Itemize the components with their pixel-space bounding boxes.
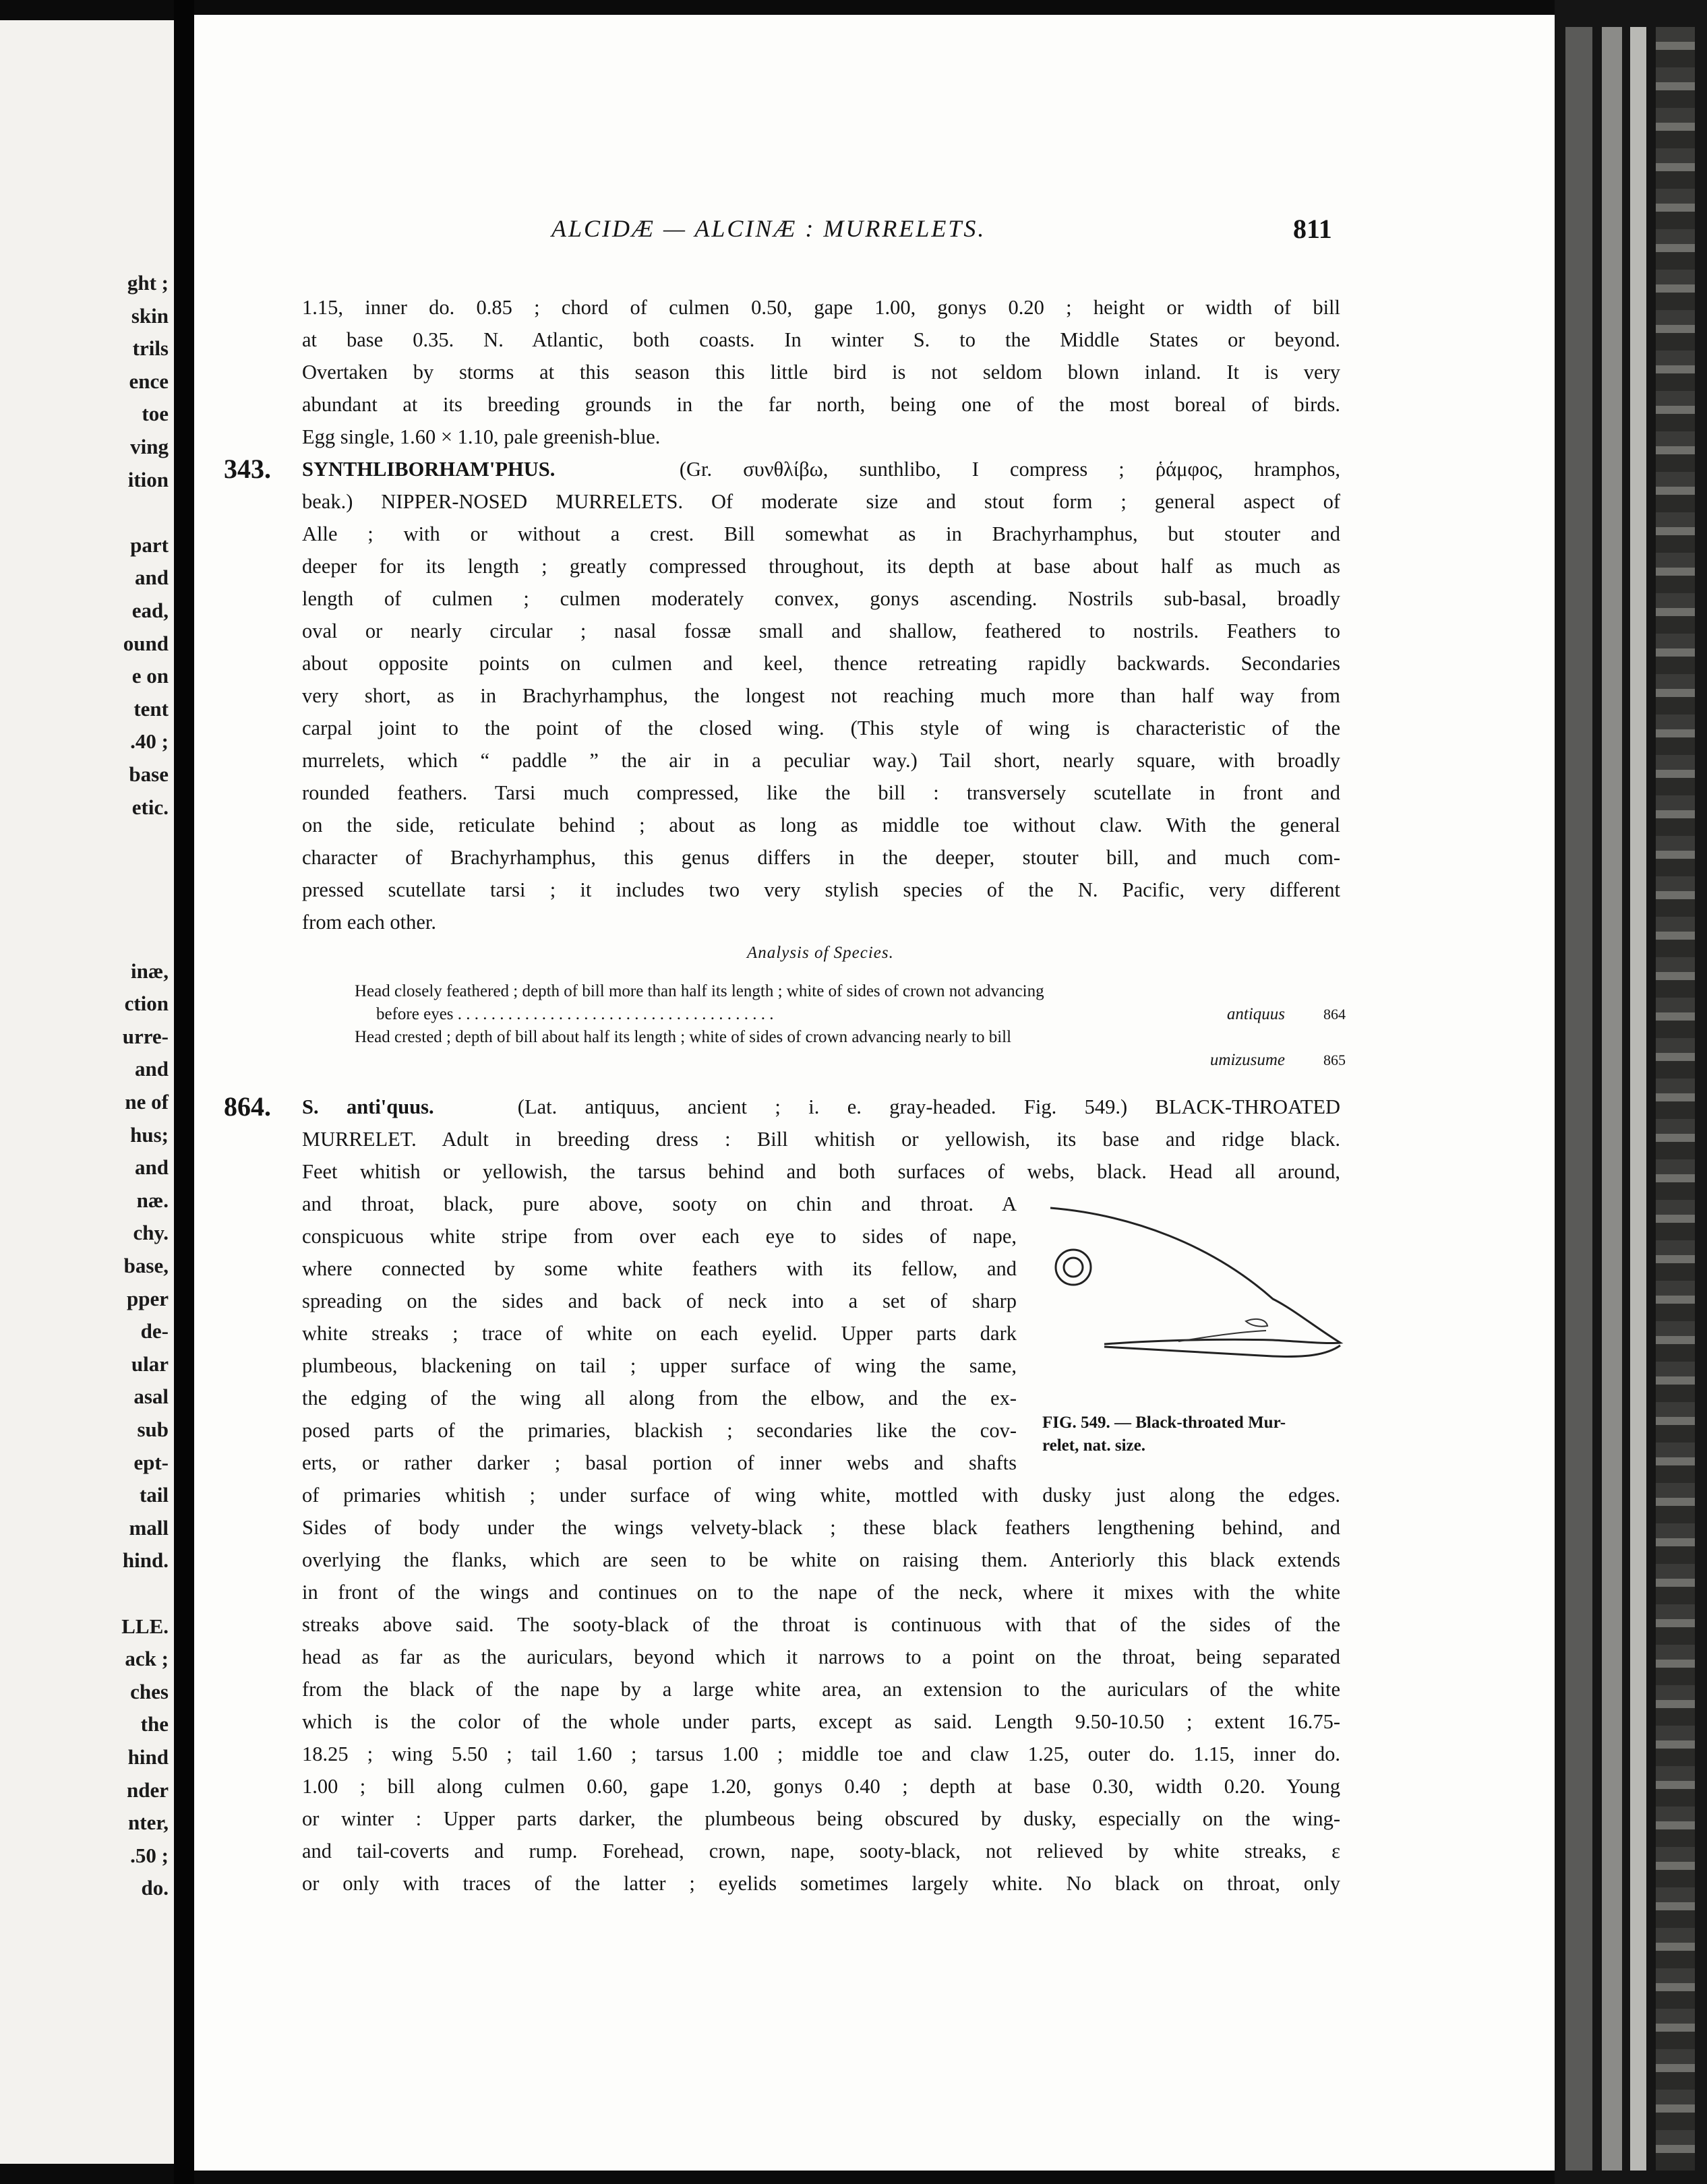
previous-page-line: and	[135, 566, 169, 590]
genus-line: about opposite points on culmen and keel, thence retreating rapidly backwards. Secondaries	[302, 652, 1340, 675]
edge-strip	[1602, 27, 1622, 2171]
species-line: conspicuous white stripe from over each eye to sides of nape,	[302, 1225, 1017, 1248]
genus-line: pressed scutellate tarsi ; it includes two very stylish species of the N. Pacific, very different	[302, 878, 1340, 901]
analysis-entry-line: Head crested ; depth of bill about half its length ; white of sides of crown advancing nearly to bill	[355, 1028, 1012, 1046]
species-line: which is the color of the whole under parts, except as said. Length 9.50-10.50 ; extent 16.75-	[302, 1710, 1340, 1733]
species-line: in front of the wings and continues on to the nape of the neck, where it mixes with the white	[302, 1581, 1340, 1604]
species-line: spreading on the sides and back of neck into a set of sharp	[302, 1290, 1017, 1312]
genus-line: oval or nearly circular ; nasal fossæ small and shallow, feathered to nostrils. Feathers to	[302, 619, 1340, 642]
intro-line: at base 0.35. N. Atlantic, both coasts. In winter S. to the Middle States or beyond.	[302, 328, 1340, 351]
figure-caption	[1042, 1412, 1359, 1457]
previous-page-line: and	[135, 1057, 169, 1081]
species-heading-line	[302, 1091, 1340, 1123]
previous-page-line: urre-	[122, 1024, 169, 1048]
previous-page-line: ght ;	[127, 271, 169, 295]
previous-page-line: næ.	[136, 1188, 169, 1212]
species-line: Feet whitish or yellowish, the tarsus behind and both surfaces of webs, black. Head all around,	[302, 1160, 1340, 1183]
previous-page-line: de-	[140, 1319, 169, 1343]
analysis-species-name: umizusume	[1209, 1051, 1285, 1069]
previous-page-line: nter,	[128, 1811, 169, 1835]
genus-line: character of Brachyrhamphus, this genus differs in the deeper, stouter bill, and much com-	[302, 846, 1340, 869]
previous-page-line: chy.	[133, 1221, 169, 1245]
intro-line: Egg single, 1.60 × 1.10, pale greenish-blue.	[302, 425, 661, 448]
previous-page-line: ound	[123, 631, 169, 655]
species-line: head as far as the auriculars, beyond which it narrows to a point on the throat, being separated	[302, 1645, 1340, 1668]
previous-page-line: etic.	[131, 795, 169, 819]
analysis-title: Analysis of Species.	[747, 944, 894, 962]
previous-page-line: skin	[131, 303, 169, 328]
previous-page-line: ving	[130, 435, 169, 458]
species-line: where connected by some white feathers with its fellow, and	[302, 1257, 1017, 1280]
analysis-species-number: 864	[1323, 1006, 1346, 1023]
previous-page-line: inæ,	[131, 959, 169, 983]
figure-caption-title: FIG. 549. — Black-throated Mur-	[1042, 1414, 1286, 1432]
genus-name: SYNTHLIBORHAM'PHUS.	[302, 458, 556, 481]
previous-page-line: asal	[133, 1385, 169, 1409]
species-line: erts, or rather darker ; basal portion of inner webs and shafts	[302, 1451, 1017, 1474]
analysis-entry-line: before eyes . . . . . . . . . . . . . . . . . . . . . . . . . . . . . . . . . . . . . .	[376, 1005, 774, 1023]
previous-page-line: and	[135, 1155, 169, 1180]
genus-heading-line	[302, 453, 1340, 485]
previous-page-line: pper	[127, 1286, 169, 1310]
species-line: 18.25 ; wing 5.50 ; tail 1.60 ; tarsus 1.00 ; middle toe and claw 1.25, outer do. 1.15, inner do.	[302, 1742, 1340, 1765]
figure-caption-subtitle: relet, nat. size.	[1042, 1436, 1145, 1455]
previous-page-line: tent	[133, 696, 169, 721]
previous-page-line: trils	[132, 336, 169, 361]
previous-page-fragment	[0, 20, 174, 2164]
species-line: 1.00 ; bill along culmen 0.60, gape 1.20, gonys 0.40 ; depth at base 0.30, width 0.20. Young	[302, 1775, 1340, 1798]
previous-page-line: .50 ;	[130, 1843, 169, 1867]
edge-strip	[1630, 27, 1646, 2171]
genus-line: beak.) NIPPER-NOSED MURRELETS. Of moderate size and stout form ; general aspect of	[302, 490, 1340, 513]
species-line: the edging of the wing all along from the elbow, and the ex-	[302, 1387, 1017, 1409]
species-line: of primaries whitish ; under surface of wing white, mottled with dusky just along the edges.	[302, 1484, 1340, 1507]
previous-page-line: base	[129, 762, 169, 786]
previous-page-line: ition	[127, 467, 169, 491]
analysis-species-name: antiquus	[1226, 1005, 1285, 1023]
species-line: from the black of the nape by a large white area, an extension to the auriculars of the white	[302, 1678, 1340, 1701]
previous-page-line: hind	[127, 1745, 169, 1769]
genus-line: rounded feathers. Tarsi much compressed, like the bill : transversely scutellate in front and	[302, 781, 1340, 804]
intro-line: Overtaken by storms at this season this little bird is not seldom blown inland. It is very	[302, 361, 1340, 384]
previous-page-line: ches	[130, 1679, 169, 1703]
previous-page-line: part	[130, 533, 169, 557]
previous-page-line: ction	[124, 992, 169, 1016]
species-name: S. anti'quus.	[302, 1095, 434, 1118]
previous-page-line: tail	[139, 1483, 169, 1507]
genus-line: from each other.	[302, 911, 437, 934]
genus-line: deeper for its length ; greatly compressed throughout, its depth at base about half as much as	[302, 555, 1340, 578]
page-edges	[1555, 0, 1707, 2184]
species-line: streaks above said. The sooty-black of the throat is continuous with that of the sides of the	[302, 1613, 1340, 1636]
previous-page-line: .40 ;	[130, 729, 169, 754]
previous-page-line: nder	[127, 1778, 169, 1802]
genus-line: length of culmen ; culmen moderately convex, gonys ascending. Nostrils sub-basal, broadly	[302, 587, 1340, 610]
analysis-species-number: 865	[1323, 1052, 1346, 1068]
previous-page-line: ence	[129, 369, 169, 393]
nostril-mark	[1246, 1319, 1267, 1327]
edge-strip	[1656, 27, 1695, 2171]
species-line: overlying the flanks, which are seen to be white on raising them. Anteriorly this black extends	[302, 1548, 1340, 1571]
previous-page-line: LLE.	[121, 1614, 169, 1638]
intro-line: 1.15, inner do. 0.85 ; chord of culmen 0.50, gape 1.00, gonys 0.20 ; height or width of bill	[302, 296, 1340, 319]
eye-ring-outer	[1056, 1250, 1091, 1285]
species-line: or winter : Upper parts darker, the plumbeous being obscured by dusky, especially on the wing-	[302, 1807, 1340, 1830]
genus-line: very short, as in Brachyrhamphus, the longest not reaching much more than half way from	[302, 684, 1340, 707]
edge-strip	[1565, 27, 1592, 2171]
genus-line: on the side, reticulate behind ; about as long as middle toe without claw. With the general	[302, 814, 1340, 837]
previous-page-line: e on	[131, 664, 169, 688]
previous-page-line: ular	[131, 1352, 169, 1376]
species-line: MURRELET. Adult in breeding dress : Bill whitish or yellowish, its base and ridge black.	[302, 1128, 1340, 1151]
genus-line: carpal joint to the point of the closed wing. (This style of wing is characteristic of the	[302, 717, 1340, 739]
previous-page-line: do.	[141, 1876, 169, 1900]
previous-page-line: base,	[123, 1254, 169, 1277]
previous-page-line: hind.	[122, 1548, 169, 1573]
intro-line: abundant at its breeding grounds in the far north, being one of the most boreal of birds.	[302, 393, 1340, 416]
analysis-entry-line: Head closely feathered ; depth of bill more than half its length ; white of sides of crown not advancing	[355, 982, 1044, 1000]
previous-page-line: hus;	[130, 1122, 169, 1147]
previous-page-line: sub	[137, 1418, 169, 1441]
species-heading-rest: (Lat. antiquus, ancient ; i. e. gray-headed. Fig. 549.) BLACK-THROATED	[517, 1095, 1340, 1118]
species-line: and throat, black, pure above, sooty on chin and throat. A	[302, 1192, 1017, 1215]
book-gutter	[174, 0, 194, 2184]
bill-illustration	[1050, 1188, 1555, 1403]
eye-ring-inner	[1064, 1258, 1083, 1277]
genus-line: Alle ; with or without a crest. Bill somewhat as in Brachyrhamphus, but stouter and	[302, 522, 1340, 545]
previous-page-line: ead,	[131, 599, 169, 622]
previous-page-line: ne of	[125, 1090, 169, 1114]
genus-number: 343.	[224, 454, 271, 484]
bill-upper-outline	[1050, 1208, 1340, 1344]
species-line: posed parts of the primaries, blackish ; secondaries like the cov-	[302, 1419, 1017, 1442]
bill-lower-outline	[1104, 1345, 1340, 1356]
page-header	[194, 214, 1555, 255]
running-head: ALCIDÆ — ALCINÆ : MURRELETS.	[551, 215, 986, 242]
previous-page-line: the	[140, 1712, 169, 1736]
species-line: plumbeous, blackening on tail ; upper surface of wing the same,	[302, 1354, 1017, 1377]
page-number: 811	[1293, 214, 1332, 244]
species-line: white streaks ; trace of white on each eyelid. Upper parts dark	[302, 1322, 1017, 1345]
species-number: 864.	[224, 1091, 271, 1122]
book-page	[194, 15, 1555, 2171]
previous-page-line: toe	[142, 402, 169, 426]
species-line: and tail-coverts and rump. Forehead, crown, nape, sooty-black, not relieved by white streaks, ε	[302, 1840, 1340, 1862]
species-line: Sides of body under the wings velvety-black ; these black feathers lengthening behind, and	[302, 1516, 1340, 1539]
previous-page-line: ack ;	[125, 1647, 169, 1671]
previous-page-line: ept-	[133, 1450, 169, 1474]
genus-line: murrelets, which “ paddle ” the air in a peculiar way.) Tail short, nearly square, with broadly	[302, 749, 1340, 772]
previous-page-line: mall	[129, 1515, 169, 1540]
genus-etymology: (Gr. συνθλίβω, sunthlibo, I compress ; ῥάμφος, hramphos,	[679, 458, 1340, 481]
species-line: or only with traces of the latter ; eyelids sometimes largely white. No black on throat, only	[302, 1872, 1340, 1895]
